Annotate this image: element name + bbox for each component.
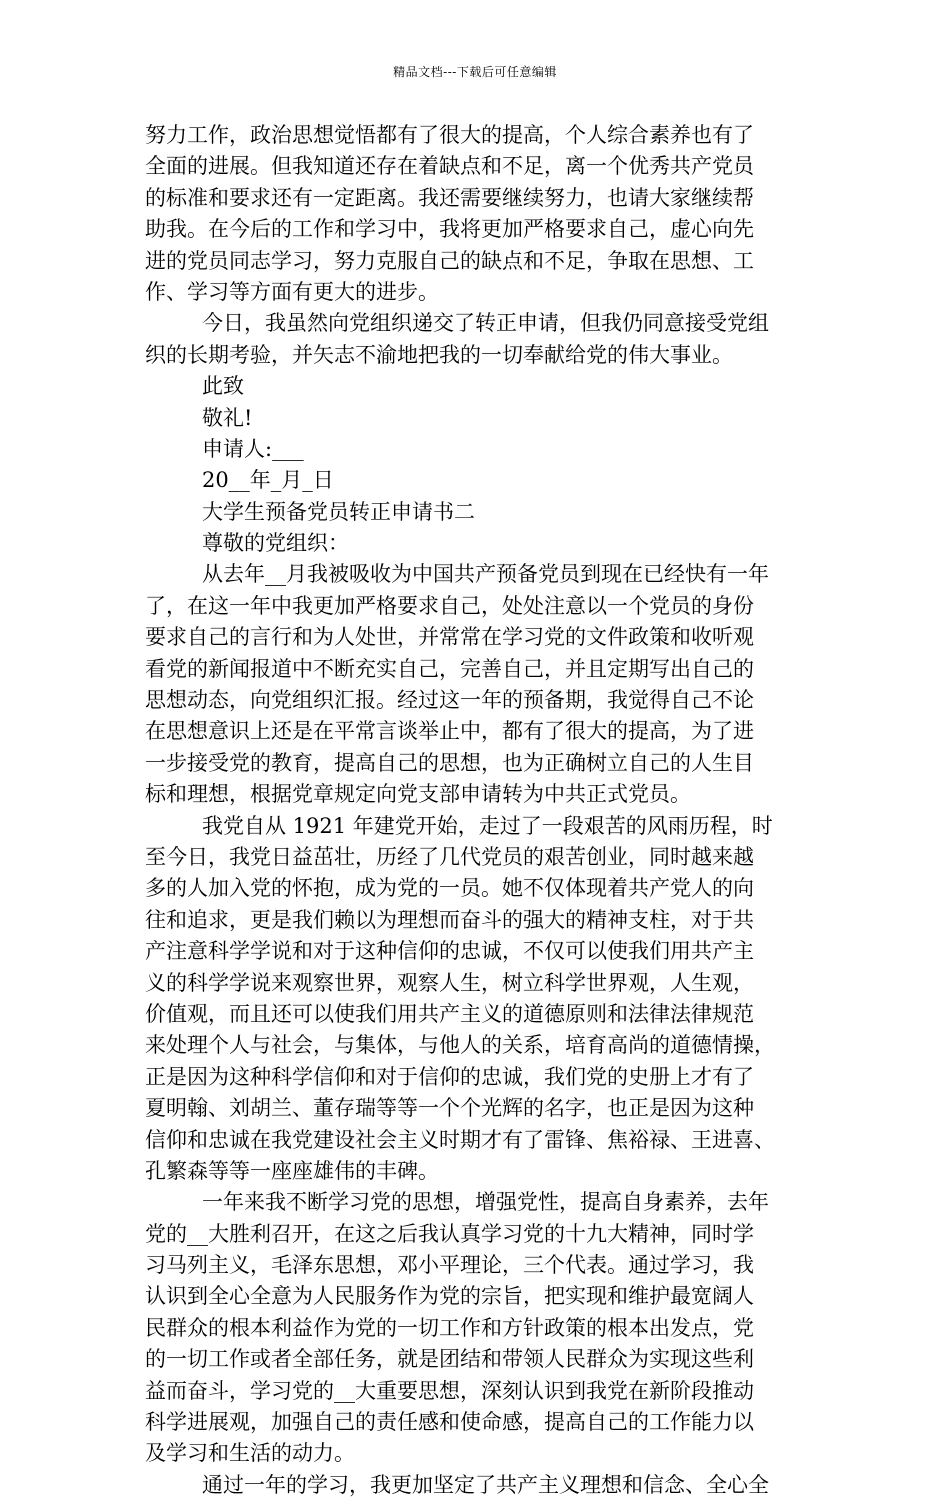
- text-line: 夏明翰、刘胡兰、董存瑞等等一个个光辉的名字，也正是因为这种: [145, 1096, 754, 1121]
- text-line: 进的党员同志学习，努力克服自己的缺点和不足，争取在思想、工: [145, 248, 754, 273]
- text-line: 多的人加入党的怀抱，成为党的一员。她不仅体现着共产党人的向: [145, 876, 754, 901]
- text-line: 义的科学学说来观察世界，观察人生，树立科学世界观，人生观，: [145, 970, 754, 995]
- text-line: 产注意科学学说和对于这种信仰的忠诚，不仅可以使我们用共产主: [145, 939, 754, 964]
- text-line: 的标准和要求还有一定距离。我还需要继续努力，也请大家继续帮: [145, 185, 754, 210]
- text-line: 至今日，我党日益茁壮，历经了几代党员的艰苦创业，同时越来越: [145, 844, 754, 869]
- text-line: 思想动态，向党组织汇报。经过这一年的预备期，我觉得自己不论: [145, 688, 754, 713]
- text-line: 一年来我不断学习党的思想，增强党性，提高自身素养，去年: [202, 1190, 769, 1215]
- text-line: 今日，我虽然向党组织递交了转正申请，但我仍同意接受党组: [202, 311, 769, 336]
- text-line: 努力工作，政治思想觉悟都有了很大的提高，个人综合素养也有了: [145, 123, 754, 147]
- text-line: 我党自从 1921 年建党开始，走过了一段艰苦的风雨历程，时: [202, 813, 773, 838]
- text-line: 要求自己的言行和为人处世，并常常在学习党的文件政策和收听观: [145, 625, 754, 650]
- text-line: 看党的新闻报道中不断充实自己，完善自己，并且定期写出自己的: [145, 656, 754, 681]
- text-line: 助我。在今后的工作和学习中，我将更加严格要求自己，虚心向先: [145, 217, 754, 242]
- page-header: 精品文档---下载后可任意编辑: [393, 65, 557, 79]
- text-line: 科学进展观，加强自己的责任感和使命感，提高自己的工作能力以: [145, 1410, 754, 1435]
- document-body: [145, 120, 825, 1501]
- text-line: 在思想意识上还是在平常言谈举止中，都有了很大的提高，为了进: [145, 719, 754, 744]
- text-line: 价值观，而且还可以使我们用共产主义的道德原则和法律法律规范: [145, 1001, 754, 1026]
- text-line: 民群众的根本利益作为党的一切工作和方针政策的根本出发点，党: [145, 1315, 754, 1340]
- text-line: 信仰和忠诚在我党建设社会主义时期才有了雷锋、焦裕禄、王进喜、: [145, 1127, 775, 1152]
- text-line: 从去年__月我被吸收为中国共产预备党员到现在已经快有一年: [202, 562, 769, 587]
- text-line: 通过一年的学习，我更加坚定了共产主义理想和信念、全心全: [202, 1472, 769, 1497]
- text-line: 大学生预备党员转正申请书二: [202, 499, 475, 524]
- text-line: 认识到全心全意为人民服务作为党的宗旨，把实现和维护最宽阔人: [145, 1284, 754, 1309]
- text-line: 织的长期考验，并矢志不渝地把我的一切奉献给党的伟大事业。: [145, 342, 733, 367]
- text-line: 尊敬的党组织：: [202, 531, 349, 556]
- text-line: 及学习和生活的动力。: [145, 1441, 355, 1466]
- text-line: 全面的进展。但我知道还存在着缺点和不足，离一个优秀共产党员: [145, 154, 754, 179]
- text-line: 党的__大胜利召开，在这之后我认真学习党的十九大精神，同时学: [145, 1221, 754, 1246]
- text-line: 申请人:___: [202, 436, 304, 461]
- text-line: 的一切工作或者全部任务，就是团结和带领人民群众为实现这些利: [145, 1347, 754, 1372]
- text-line: 作、学习等方面有更大的进步。: [145, 279, 439, 304]
- text-line: 了，在这一年中我更加严格要求自己，处处注意以一个党员的身份: [145, 593, 754, 618]
- text-line: 益而奋斗，学习党的__大重要思想，深刻认识到我党在新阶段推动: [145, 1378, 754, 1403]
- text-line: 20__年_月_日: [202, 468, 334, 493]
- text-line: 敬礼!: [202, 405, 253, 430]
- text-line: 正是因为这种科学信仰和对于信仰的忠诚，我们党的史册上才有了: [145, 1064, 754, 1089]
- text-line: 此致: [202, 374, 244, 399]
- text-line: 来处理个人与社会，与集体，与他人的关系，培育高尚的道德情操，: [145, 1033, 775, 1058]
- text-line: 孔繁森等等一座座雄伟的丰碑。: [145, 1158, 439, 1183]
- text-line: 往和追求，更是我们赖以为理想而奋斗的强大的精神支柱，对于共: [145, 907, 754, 932]
- text-line: 标和理想，根据党章规定向党支部申请转为中共正式党员。: [145, 782, 691, 807]
- text-line: 习马列主义，毛泽东思想，邓小平理论，三个代表。通过学习，我: [145, 1253, 754, 1278]
- text-line: 一步接受党的教育，提高自己的思想，也为正确树立自己的人生目: [145, 750, 754, 775]
